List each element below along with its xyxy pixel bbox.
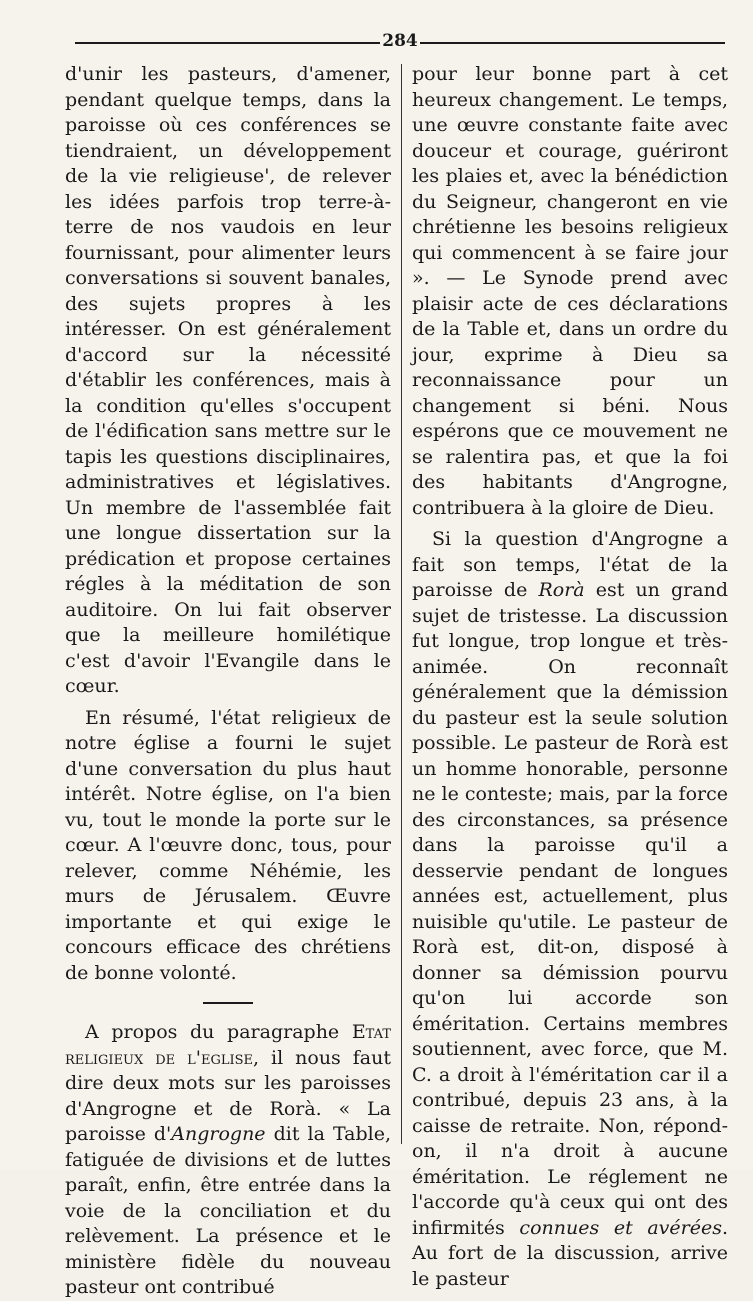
p3-end: dit la Table, fatiguée de divisions et de luttes paraît, enfin, être entrée dans la voie de la conciliation et du relèvement. La présence et le ministère fidèle du nouveau pasteur ont contribué [65,1123,391,1298]
left-paragraph-1: d'unir les pasteurs, d'amener, pendant quelque temps, dans la paroisse où ces conférences se tiendraient, un développement de la vie religieuse', de relever les idées parfois trop terre-à-terre de nos vaudois en leur fournissant, pour alimenter leurs conversations si souvent banales, des sujets propres à les intéresser. On est généralement d'accord sur la nécessité d'établir les conférences, mais à la condition qu'elles s'occupent de l'édification sans mettre sur le tapis les questions disciplinaires, administratives et législatives. Un membre de l'assemblée fait une longue dissertation sur la prédication et propose certaines régles à la méditation de son auditoire. On lui fait observer que la meilleure homilétique c'est d'avoir l'Evangile dans le cœur. [65,63,391,697]
section-separator [203,1002,253,1004]
right-column [412,62,728,1292]
rp2-italic-2: connues et avérées [519,1216,722,1239]
page-number: 284 [382,31,418,51]
header-rule-left [75,42,380,44]
rp2-start: Si la question d'Angrogne a fait son temps, l'état de la paroisse de [412,528,728,601]
page-header [75,30,725,52]
left-paragraph-3 [65,1020,391,1301]
header-rule-right [420,42,725,44]
rp2-italic-1: Rorà [538,579,585,601]
left-column [65,62,391,1301]
p3-start: A propos du paragraphe [85,1021,352,1043]
p3-italic: Angrogne [171,1123,266,1145]
p3-mid: , il nous faut dire deux mots sur les paroisses d'Angrogne et de Rorà. « La paroisse d' [65,1046,391,1145]
right-paragraph-2 [412,527,728,1292]
p3-smallcaps: Etat religieux de l'eglise [65,1021,391,1069]
left-paragraph-2: En résumé, l'état religieux de notre église a fourni le sujet d'une conversation du plus haut intérêt. Notre église, on l'a bien vu, tout le monde la porte sur le cœur. A l'œuvre donc, tous, pour relever, comme Néhémie, les murs de Jérusalem. Œuvre importante et qui exige le concours efficace des chrétiens de bonne volonté. [65,706,391,984]
rp2-end: . Au fort de la discussion, arrive le pasteur [412,1216,728,1290]
column-divider [401,64,402,1144]
rp2-mid: est un grand sujet de tristesse. La discussion fut longue, trop longue et très-animée. On reconnaît généralement que la démission du pasteur est la seule solution possible. Le pasteur de Rorà est un homme honorable, personne ne le conteste; mais, par la force des circonstances, sa présence dans la paroisse qu'il a desservie pendant de longues années est, actuellement, plus nuisible qu'utile. Le pasteur de Rorà est, dit-on, disposé à donner sa démission pourvu qu'on lui accorde son éméritation. Certains membres soutiennent, avec force, que M. C. a droit à l'éméritation car il a contribué, depuis 23 ans, à la caisse de retraite. Non, répond-on, il n'a droit à aucune éméritation. Le réglement ne l'accorde qu'à ceux qui ont des infirmités [412,579,728,1239]
right-paragraph-1: pour leur bonne part à cet heureux changement. Le temps, une œuvre constante faite avec douceur et courage, guériront les plaies et, avec la bénédiction du Seigneur, changeront en vie chrétienne les besoins religieux qui commencent à se faire jour ». — Le Synode prend avec plaisir acte de ces déclarations de la Table et, dans un ordre du jour, exprime à Dieu sa reconnaissance pour un changement si béni. Nous espérons que ce mouvement ne se ralentira pas, et que la foi des habitants d'Angrogne, contribuera à la gloire de Dieu. [412,63,728,519]
